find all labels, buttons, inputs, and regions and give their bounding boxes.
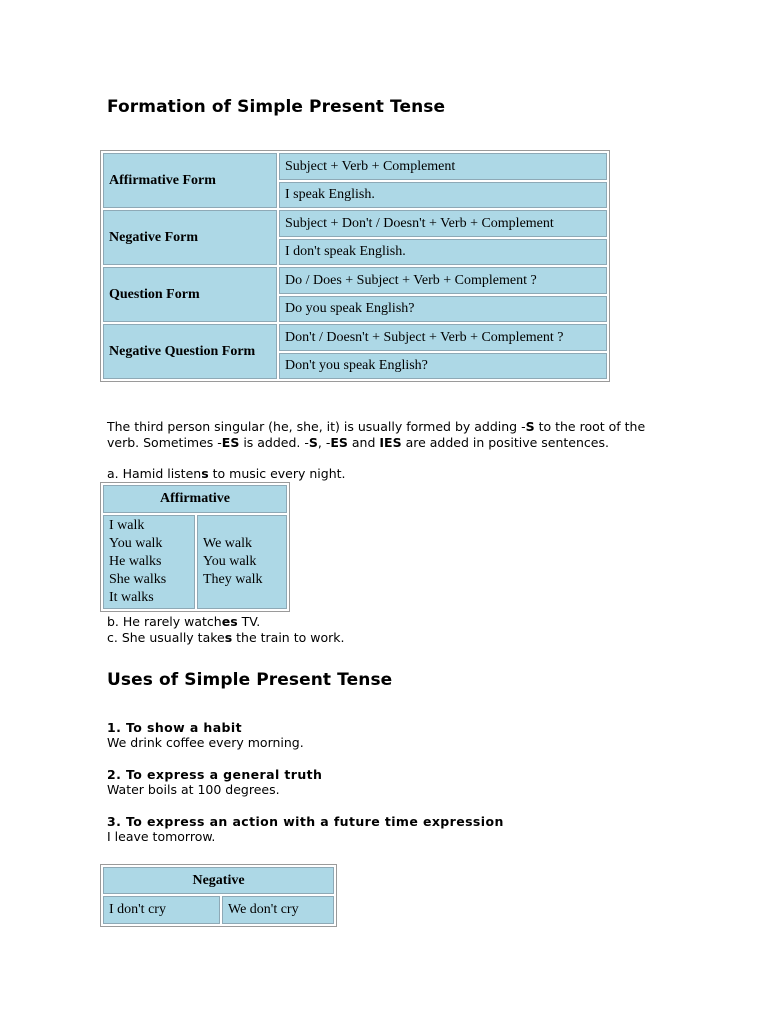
use-example: We drink coffee every morning. — [107, 735, 304, 750]
negative-table — [100, 864, 337, 927]
singular-form: I don't cry — [103, 896, 220, 924]
form-structure: Subject + Verb + Complement — [279, 153, 607, 180]
para-bold: S — [525, 419, 535, 434]
para-text: , - — [317, 435, 331, 450]
plural-form: We don't cry — [222, 896, 334, 924]
table-header: Negative — [103, 867, 334, 894]
para-bold: S — [308, 435, 318, 450]
use-example: Water boils at 100 degrees. — [107, 782, 280, 797]
para-bold: ES — [330, 435, 348, 450]
example-text: c. She usually take — [107, 630, 225, 645]
para-text: The third person singular (he, she, it) is usually formed by adding - — [107, 419, 526, 434]
para-bold: ES — [221, 435, 240, 450]
example-c — [107, 630, 344, 646]
example-text: a. Hamid listen — [107, 466, 202, 481]
form-example: I speak English. — [279, 182, 607, 208]
form-example: Don't you speak English? — [279, 353, 607, 379]
example-b — [107, 614, 260, 630]
form-structure: Subject + Don't / Doesn't + Verb + Complement — [279, 210, 607, 237]
form-structure: Do / Does + Subject + Verb + Complement ? — [279, 267, 607, 294]
use-heading: 2. To express a general truth — [107, 767, 323, 782]
form-example: Do you speak English? — [279, 296, 607, 322]
form-example: I don't speak English. — [279, 239, 607, 265]
example-text: b. He rarely watch — [107, 614, 222, 629]
use-heading: 1. To show a habit — [107, 720, 242, 735]
table-header: Affirmative — [103, 485, 287, 513]
example-suffix: s — [224, 630, 233, 645]
example-text: TV. — [237, 614, 261, 629]
example-a — [107, 466, 346, 482]
form-label: Question Form — [103, 267, 277, 322]
plural-forms: We walk You walk They walk — [197, 515, 287, 609]
page-title: Formation of Simple Present Tense — [107, 97, 446, 117]
example-suffix: s — [201, 466, 209, 481]
use-heading: 3. To express an action with a future time expression — [107, 814, 504, 829]
form-structure: Don't / Doesn't + Subject + Verb + Complement ? — [279, 324, 607, 351]
form-label: Negative Question Form — [103, 324, 277, 379]
para-text: is added. - — [239, 435, 309, 450]
affirmative-table — [100, 482, 290, 612]
use-general-truth — [107, 767, 322, 798]
use-example: I leave tomorrow. — [107, 829, 216, 844]
use-habit — [107, 720, 304, 751]
example-suffix: es — [221, 614, 238, 629]
para-text: to the root of the verb. Sometimes - — [107, 419, 646, 450]
form-label: Affirmative Form — [103, 153, 277, 208]
formation-table — [100, 150, 610, 382]
example-text: the train to work. — [232, 630, 345, 645]
para-text: are added in positive sentences. — [401, 435, 609, 450]
example-text: to music every night. — [208, 466, 346, 481]
form-label: Negative Form — [103, 210, 277, 265]
para-text: and — [347, 435, 380, 450]
explanation-paragraph — [107, 419, 667, 451]
section-title: Uses of Simple Present Tense — [107, 670, 393, 690]
singular-forms: I walk You walk He walks She walks It walks — [103, 515, 195, 609]
use-future — [107, 814, 504, 845]
para-bold: IES — [379, 435, 402, 450]
